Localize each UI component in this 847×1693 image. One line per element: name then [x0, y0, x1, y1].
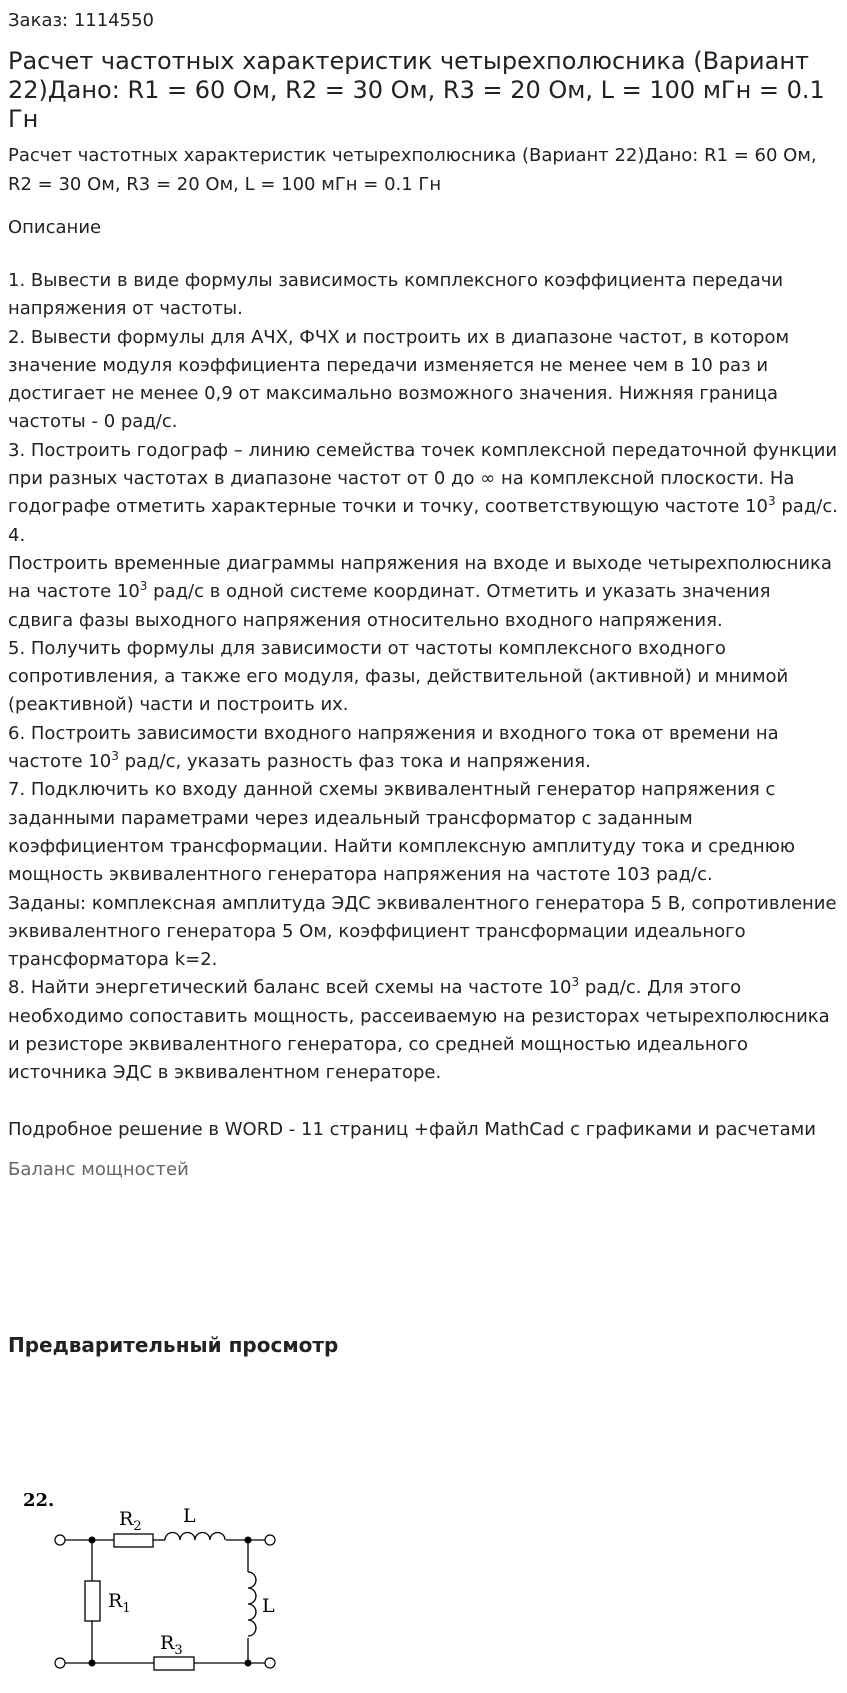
- label-l-right: L: [262, 1595, 275, 1617]
- exponent: 3: [768, 494, 776, 509]
- inductor-l-top: [165, 1533, 225, 1541]
- preview-title: Предварительный просмотр: [8, 1332, 339, 1357]
- task-item-7-given: Заданы: комплексная амплитуда ЭДС эквивалентного генератора 5 В, сопротивление эквивалентного генератора 5 Ом, коэффициент трансформации идеального трансформатора k=2.: [8, 892, 837, 971]
- label-l-top: L: [183, 1505, 196, 1527]
- tag-link[interactable]: Баланс мощностей: [8, 1158, 189, 1180]
- task-item-7: 7. Подключить ко входу данной схемы эквивалентный генератор напряжения с заданными параметрами через идеальный трансформатор с заданным коэффициентом трансформации. Найти комплексную амплитуду тока и среднюю мощность эквивалентного генератора напряжения на частоте 103 рад/с.: [8, 779, 796, 886]
- inductor-l-right: [248, 1572, 256, 1636]
- exponent: 3: [139, 579, 148, 594]
- page-subtitle: Расчет частотных характеристик четырехполюсника (Вариант 22)Дано: R1 = 60 Ом, R2 = 30 Ом, R3 = 20 Ом, L = 100 мГн = 0.1 Гн: [8, 145, 817, 195]
- circuit-schematic: [8, 1490, 298, 1690]
- page-title: Расчет частотных характеристик четырехполюсника (Вариант 22)Дано: R1 = 60 Ом, R2 = 30 Ом, R3 = 20 Ом, L = 100 мГн = 0.1 Гн: [8, 47, 825, 133]
- junction: [245, 1660, 252, 1667]
- resistor-r3: [154, 1657, 194, 1670]
- order-number: Заказ: 1114550: [8, 10, 154, 31]
- label-r2: $R_2$: [119, 1508, 142, 1534]
- input-terminal-top: [55, 1535, 65, 1545]
- task-item-5: 5. Получить формулы для зависимости от частоты комплексного входного сопротивления, а также его модуля, фазы, действительной (активной) и мнимой (реактивной) части и построить их.: [8, 637, 789, 716]
- exponent: 3: [571, 975, 580, 990]
- output-terminal-bottom: [265, 1658, 275, 1668]
- variant-label: 22.: [23, 1490, 55, 1511]
- exponent: 3: [111, 749, 119, 764]
- label-r1: $R_1$: [108, 1590, 131, 1616]
- description-body: [8, 267, 840, 1144]
- task-item-8: 8. Найти энергетический баланс всей схемы на частоте $10^3$ рад/с. Для этого необходимо сопоставить мощность, рассеиваемую на резисторах четырехполюсника и резисторе эквивалентного генератора, со средней мощностью идеального источника ЭДС в эквивалентном генераторе.: [8, 975, 830, 1084]
- task-item-4: Построить временные диаграммы напряжения на входе и выходе четырехполюсника на частоте $10^3$ рад/с в одной системе координат. Отметить и указать значения сдвига фазы выходного напряжения относительно входного напряжения.: [8, 552, 832, 631]
- resistor-r2: [114, 1534, 153, 1547]
- junction: [89, 1537, 96, 1544]
- task-item-3: 3. Построить годограф – линию семейства точек комплексной передаточной функции при разных частотах в диапазоне частот от 0 до ∞ на комплексной плоскости. На годографе отметить характерные точки и точку, соответствующую частоте $10^3$ рад/с.: [8, 439, 838, 518]
- task-item-4-number: 4.: [8, 524, 26, 546]
- input-terminal-bottom: [55, 1658, 65, 1668]
- task-item-6: 6. Построить зависимости входного напряжения и входного тока от времени на частоте $10^3$ рад/с, указать разность фаз тока и напряжения.: [8, 722, 779, 773]
- solution-details: Подробное решение в WORD - 11 страниц +файл MathCad с графиками и расчетами: [8, 1118, 816, 1140]
- task-item-2: 2. Вывести формулы для АЧХ, ФЧХ и построить их в диапазоне частот, в котором значение модуля коэффициента передачи изменяется не менее чем в 10 раз и достигает не менее 0,9 от максимально возможного значения. Нижняя граница частоты - 0 рад/с.: [8, 326, 790, 433]
- label-r3: $R_3$: [160, 1632, 183, 1658]
- description-label: Описание: [8, 217, 102, 238]
- junction: [89, 1660, 96, 1667]
- resistor-r1: [85, 1581, 100, 1621]
- junction: [245, 1537, 252, 1544]
- task-item-1: 1. Вывести в виде формулы зависимость комплексного коэффициента передачи напряжения от частоты.: [8, 270, 784, 320]
- page: [8, 0, 840, 1357]
- output-terminal-top: [265, 1535, 275, 1545]
